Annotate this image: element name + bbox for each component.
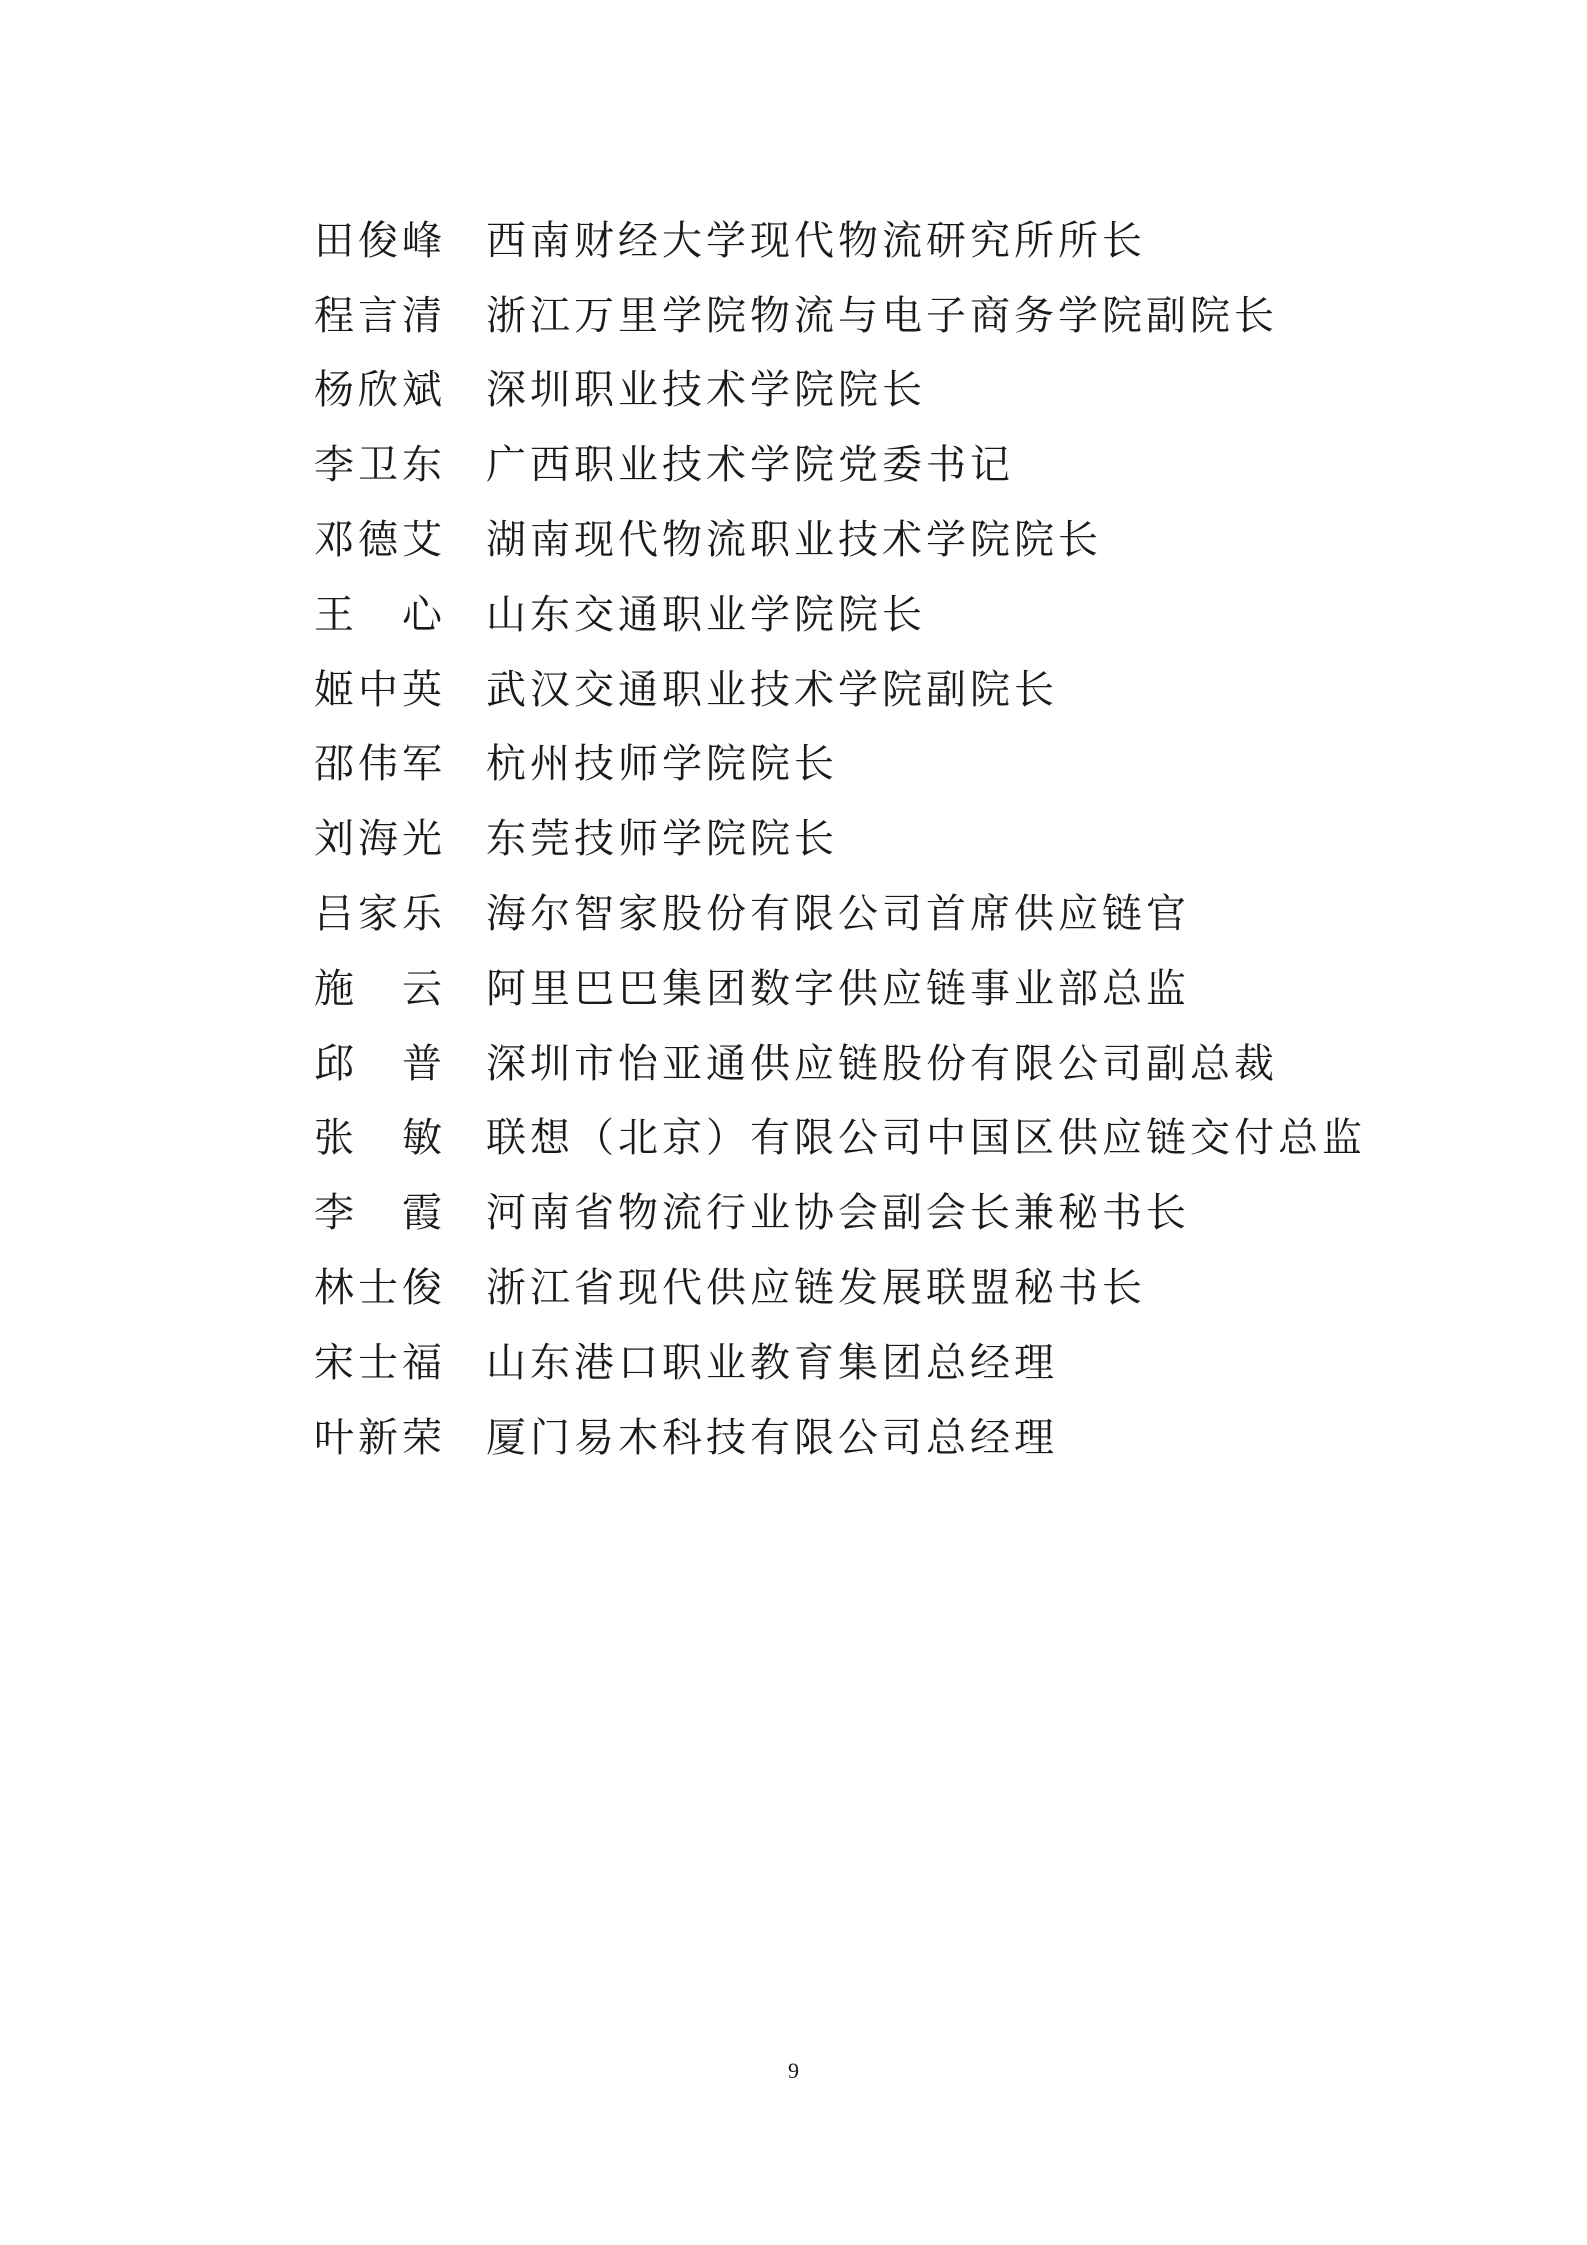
member-title: 武汉交通职业技术学院副院长	[486, 666, 1058, 713]
member-title: 联想（北京）有限公司中国区供应链交付总监	[486, 1115, 1366, 1162]
member-title: 海尔智家股份有限公司首席供应链官	[486, 891, 1190, 938]
member-title: 西南财经大学现代物流研究所所长	[486, 217, 1146, 264]
member-title: 厦门易木科技有限公司总经理	[486, 1414, 1058, 1461]
member-name: 张 敏	[314, 1115, 446, 1162]
member-name: 邵伟军	[314, 741, 446, 788]
member-name: 程言清	[314, 292, 446, 339]
member-title: 山东交通职业学院院长	[486, 591, 926, 638]
member-row	[314, 873, 1414, 948]
member-row	[314, 1397, 1414, 1472]
member-title: 深圳职业技术学院院长	[486, 367, 926, 414]
member-name: 吕家乐	[314, 891, 446, 938]
member-name: 宋士福	[314, 1339, 446, 1386]
member-row	[314, 1172, 1414, 1247]
member-row	[314, 1247, 1414, 1322]
member-name: 田俊峰	[314, 217, 446, 264]
page-number: 9	[788, 2058, 799, 2083]
member-title: 山东港口职业教育集团总经理	[486, 1339, 1058, 1386]
member-title: 杭州技师学院院长	[486, 741, 838, 788]
member-row	[314, 948, 1414, 1023]
member-name: 刘海光	[314, 816, 446, 863]
member-title: 东莞技师学院院长	[486, 816, 838, 863]
member-name: 姬中英	[314, 666, 446, 713]
member-title: 深圳市怡亚通供应链股份有限公司副总裁	[486, 1040, 1278, 1087]
member-name: 王 心	[314, 591, 446, 638]
member-title: 浙江省现代供应链发展联盟秘书长	[486, 1265, 1146, 1312]
member-row	[314, 1098, 1414, 1173]
member-row	[314, 350, 1414, 425]
member-list	[314, 200, 1414, 1472]
member-title: 浙江万里学院物流与电子商务学院副院长	[486, 292, 1278, 339]
member-row	[314, 499, 1414, 574]
member-row	[314, 574, 1414, 649]
member-title: 湖南现代物流职业技术学院院长	[486, 517, 1102, 564]
member-row	[314, 1322, 1414, 1397]
member-row	[314, 649, 1414, 724]
member-name: 施 云	[314, 965, 446, 1012]
member-name: 叶新荣	[314, 1414, 446, 1461]
member-name: 林士俊	[314, 1265, 446, 1312]
member-row	[314, 724, 1414, 799]
member-name: 邱 普	[314, 1040, 446, 1087]
member-name: 李卫东	[314, 442, 446, 489]
member-row	[314, 798, 1414, 873]
member-name: 邓德艾	[314, 517, 446, 564]
member-row	[314, 200, 1414, 275]
member-title: 广西职业技术学院党委书记	[486, 442, 1014, 489]
member-row	[314, 275, 1414, 350]
member-name: 李 霞	[314, 1190, 446, 1237]
member-row	[314, 424, 1414, 499]
member-name: 杨欣斌	[314, 367, 446, 414]
member-title: 阿里巴巴集团数字供应链事业部总监	[486, 965, 1190, 1012]
member-title: 河南省物流行业协会副会长兼秘书长	[486, 1190, 1190, 1237]
member-row	[314, 1023, 1414, 1098]
